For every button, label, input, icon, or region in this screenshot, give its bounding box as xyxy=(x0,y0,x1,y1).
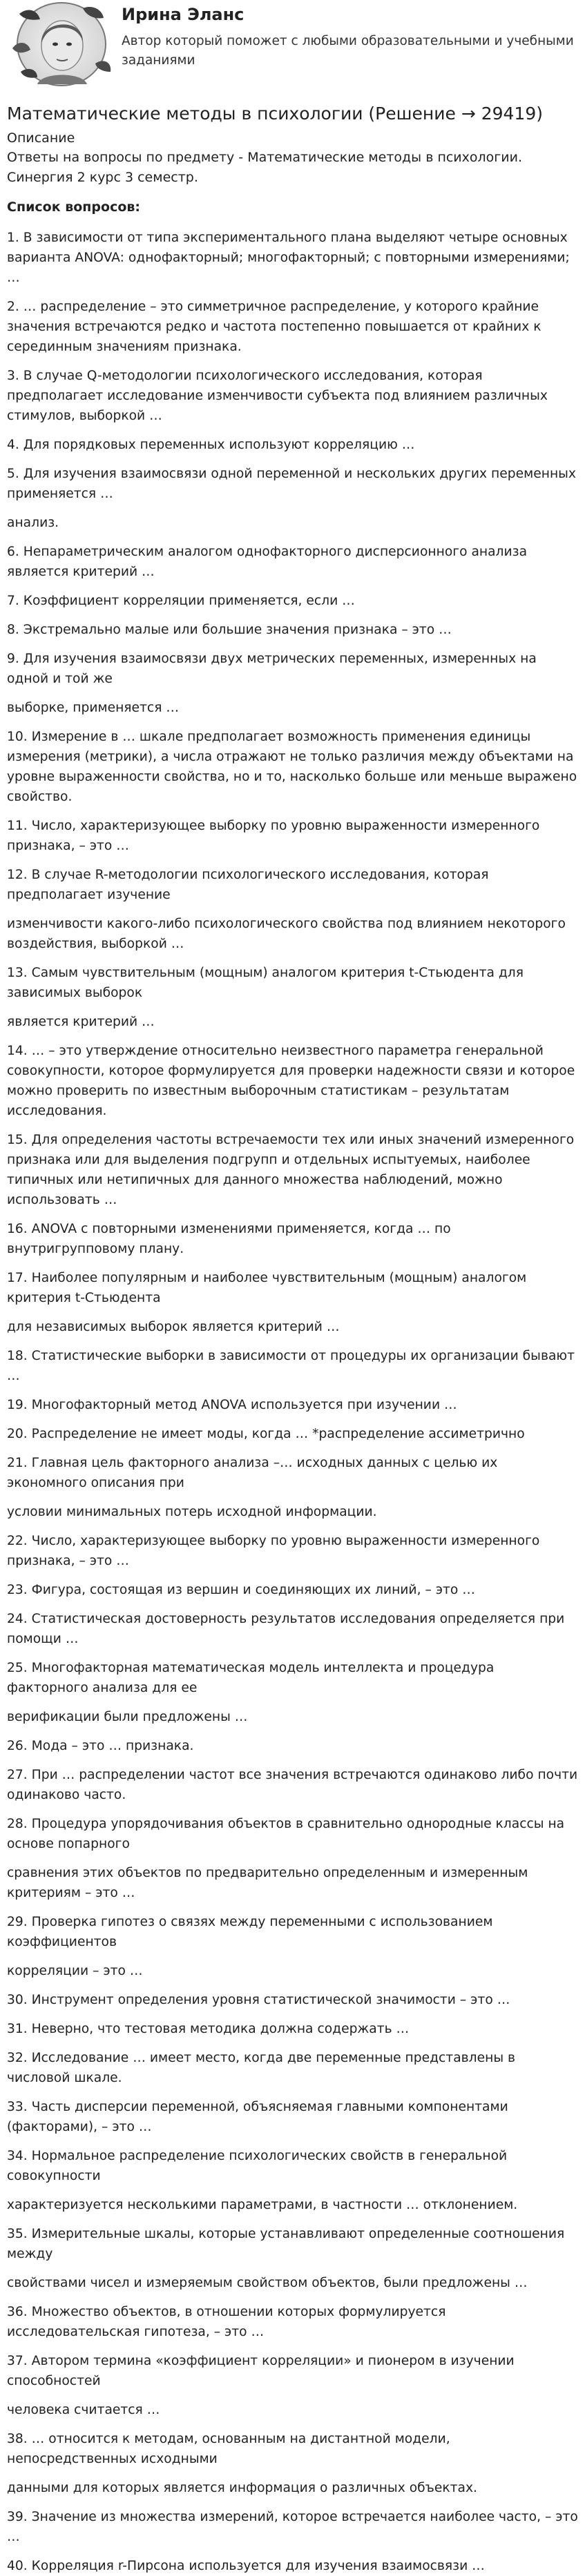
question-item: 34. Нормальное распределение психологических свойств в генеральной совокупности xyxy=(7,2149,508,2183)
question-item: характеризуется несколькими параметрами, в частности … отклонением. xyxy=(7,2198,518,2212)
question-item: 10. Измерение в … шкале предполагает возможность применения единицы измерения (метрики), а числа отражают не только различия между объектами на уровне выраженности свойства, но и то, насколько больше или меньше выражено свойство. xyxy=(7,730,577,804)
question-item: 28. Процедура упорядочивания объектов в сравнительно однородные классы на основе попарного xyxy=(7,1817,565,1851)
question-item: 36. Множество объектов, в отношении которых формулируется исследовательская гипотеза, – это … xyxy=(7,2305,446,2339)
question-item: 13. Самым чувствительным (мощным) аналогом критерия t-Стьюдента для зависимых выборок xyxy=(7,966,524,1000)
question-item: 26. Мода – это … признака. xyxy=(7,1739,194,1753)
question-item: 38. … относится к методам, основанным на дистантной модели, непосредственных исходными xyxy=(7,2432,450,2466)
question-item: выборке, применяется … xyxy=(7,701,180,715)
question-item: 21. Главная цель факторного анализа –… исходных данных с целью их экономного описания при xyxy=(7,1456,498,1490)
question-item: 19. Многофакторный метод ANOVA используется при изучении … xyxy=(7,1398,457,1412)
question-item: 29. Проверка гипотез о связях между переменными с использованием коэффициентов xyxy=(7,1915,493,1949)
question-item: 6. Непараметрическим аналогом однофакторного дисперсионного анализа является критерий … xyxy=(7,545,528,579)
author-info xyxy=(122,0,578,70)
question-item: свойствами чисел и измеряемым свойством объектов, были предложены … xyxy=(7,2276,528,2290)
question-item: 30. Инструмент определения уровня статистической значимости – это … xyxy=(7,1993,510,2007)
question-item: 8. Экстремально малые или большие значения признака – это … xyxy=(7,623,452,637)
question-item: 32. Исследование … имеет место, когда две переменные представлены в числовой шкале. xyxy=(7,2051,516,2085)
question-item: 37. Автором термина «коэффициент корреляции» и пионером в изучении способностей xyxy=(7,2354,515,2388)
question-item: для независимых выборок является критерий … xyxy=(7,1320,340,1334)
question-item: 24. Статистическая достоверность результатов исследования определяется при помощи … xyxy=(7,1612,565,1646)
author-name[interactable]: Ирина Эланс xyxy=(122,5,244,24)
question-item: данными для которых является информация о различных объектах. xyxy=(7,2481,477,2495)
description-text: Ответы на вопросы по предмету - Математические методы в психологии. Синергия 2 курс 3 семестр. xyxy=(7,150,523,185)
question-item: 2. … распределение – это симметричное распределение, у которого крайние значения встречаются редко и частота постепенно повышается от крайних к серединным значениям признака. xyxy=(7,300,541,354)
question-item: 15. Для определения частоты встречаемости тех или иных значений измеренного признака или для выделения подгрупп и отдельных испытуемых, наиболее типичных или нетипичных для данного множества наблюдений, можно использовать … xyxy=(7,1133,575,1207)
question-item: 3. В случае Q-методологии психологического исследования, которая предполагает исследование изменчивости субъекта под влиянием различных стимулов, выборкой … xyxy=(7,369,548,423)
question-item: 35. Измерительные шкалы, которые устанавливают определенные соотношения между xyxy=(7,2227,565,2261)
question-item: 11. Число, характеризующее выборку по уровню выраженности измеренного признака, – это … xyxy=(7,819,540,853)
question-item: 33. Часть дисперсии переменной, объясняемая главными компонентами (факторами), – это … xyxy=(7,2100,508,2134)
question-item: 31. Неверно, что тестовая методика должна содержать … xyxy=(7,2022,410,2036)
question-item: 22. Число, характеризующее выборку по уровню выраженности измеренного признака, – это … xyxy=(7,1534,540,1568)
question-item: 9. Для изучения взаимосвязи двух метрических переменных, измеренных на одной и той же xyxy=(7,652,537,686)
question-item: условии минимальных потерь исходной информации. xyxy=(7,1505,377,1519)
question-item: 27. При … распределении частот все значения встречаются одинаково либо почти одинаково часто. xyxy=(7,1768,578,1802)
question-item: 14. … – это утверждение относительно неизвестного параметра генеральной совокупности, которое формулируется для проверки надежности связи и которое можно проверить по известным выборочным статистикам – результатам исследования. xyxy=(7,1044,575,1118)
question-item: 4. Для порядковых переменных используют корреляцию … xyxy=(7,438,415,452)
question-item: человека считается … xyxy=(7,2403,160,2417)
question-item: является критерий … xyxy=(7,1015,155,1029)
question-item: изменчивости какого-либо психологического свойства под влиянием некоторого воздействия, выборкой … xyxy=(7,917,566,951)
questions-list xyxy=(7,228,578,2576)
author-description: Автор который поможет с любыми образовательными и учебными заданиями xyxy=(122,34,574,68)
question-item: 5. Для изучения взаимосвязи одной переменной и нескольких других переменных применяется … xyxy=(7,467,576,501)
questions-list-label: Список вопросов: xyxy=(7,199,141,215)
question-item: верификации были предложены … xyxy=(7,1710,248,1724)
question-item: 25. Многофакторная математическая модель интеллекта и процедура факторного анализа для ее xyxy=(7,1661,495,1695)
question-item: 20. Распределение не имеет моды, когда … *распределение ассиметрично xyxy=(7,1427,525,1441)
question-item: 39. Значение из множества измерений, которое встречается наиболее часто, – это … xyxy=(7,2510,578,2544)
question-item: 12. В случае R-методологии психологического исследования, которая предполагает изучение xyxy=(7,868,489,902)
author-header xyxy=(7,0,578,97)
question-item: 7. Коэффициент корреляции применяется, если … xyxy=(7,594,355,608)
question-item: корреляции – это … xyxy=(7,1964,143,1978)
author-avatar[interactable] xyxy=(7,0,116,88)
question-item: 18. Статистические выборки в зависимости от процедуры их организации бывают … xyxy=(7,1349,575,1383)
question-item: анализ. xyxy=(7,516,59,530)
question-item: 16. ANOVA с повторными изменениями применяется, когда … по внутригрупповому плану. xyxy=(7,1222,451,1256)
work-title: Математические методы в психологии (Решение → 29419) xyxy=(7,104,543,124)
question-item: сравнения этих объектов по предварительно определенным и измеренным критериям – это … xyxy=(7,1866,528,1900)
question-item: 17. Наиболее популярным и наиболее чувствительным (мощным) аналогом критерия t-Стьюдента xyxy=(7,1271,527,1305)
question-item: 23. Фигура, состоящая из вершин и соединяющих их линий, – это … xyxy=(7,1583,475,1597)
question-item: 40. Корреляция r-Пирсона используется для изучения взаимосвязи … xyxy=(7,2559,485,2573)
question-item: 1. В зависимости от типа экспериментального плана выделяют четыре основных варианта ANOVA: однофакторный; многофакторный; с повторными измерениями; … xyxy=(7,231,570,285)
description-label: Описание xyxy=(7,130,75,146)
